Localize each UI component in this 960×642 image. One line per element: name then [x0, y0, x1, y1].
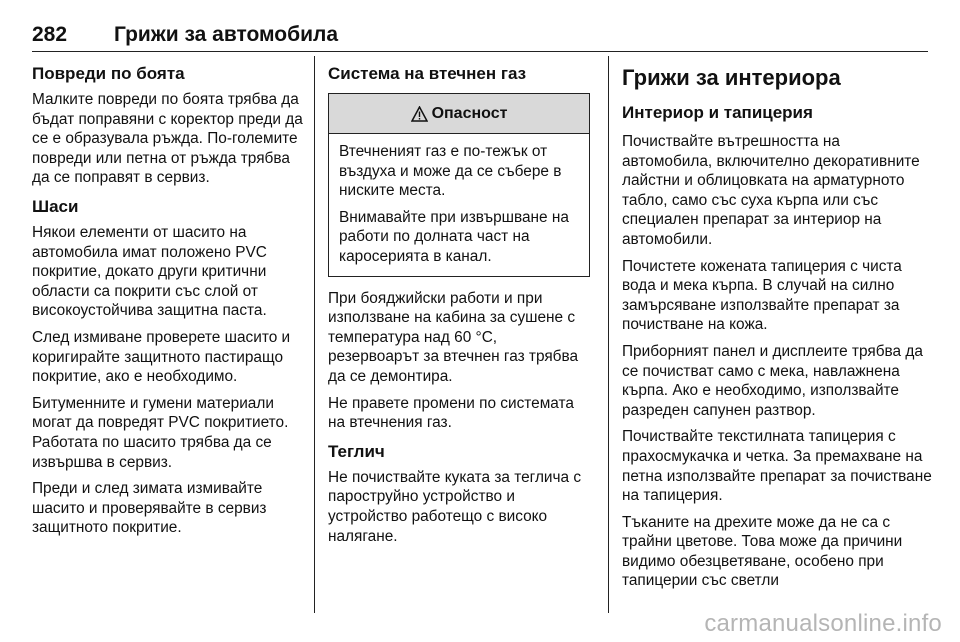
- heading-chassis: Шаси: [32, 196, 79, 216]
- column-divider: [608, 56, 609, 613]
- column-right: [622, 56, 932, 598]
- column-middle: [328, 56, 590, 553]
- paragraph: Някои елементи от шасито на автомобила имат положено PVC покритие, докато други критични области са покрити със слой от високоустойчива защитна паста.: [32, 223, 267, 320]
- paragraph: При бояджийски работи и при използване на кабина за сушене с температура над 60 °C, резервоарът за втечнен газ трябва да се демонтира.: [328, 289, 579, 385]
- heading-lpg-system: Система на втечнен газ: [328, 64, 527, 83]
- heading-interior-care: Грижи за интериора: [622, 65, 841, 90]
- danger-label: Опасност: [431, 104, 508, 122]
- paragraph: Не почиствайте куката за теглича с пароструйно устройство и устройство работещо с високо налягане.: [328, 468, 582, 545]
- heading-towbar: Теглич: [328, 441, 385, 461]
- danger-header: [329, 94, 589, 134]
- watermark: carmanualsonline.info: [704, 610, 942, 637]
- danger-body: [329, 134, 589, 276]
- paragraph: Не правете промени по системата на втечнения газ.: [328, 394, 574, 432]
- paragraph: Преди и след зимата измивайте шасито и проверявайте в сервиз защитното покритие.: [32, 480, 267, 537]
- column-divider: [314, 56, 315, 613]
- paragraph: Тъканите на дрехите може да не са с трайни цветове. Това може да причини видимо обезцветяване, особено при тапицерии със светли: [622, 513, 903, 590]
- warning-triangle-icon: [411, 106, 428, 122]
- paragraph: Битуменните и гумени материали могат да повредят PVC покритието. Работата по шасито трябва да се извършва в сервиз.: [32, 394, 289, 471]
- paragraph: Почиствайте вътрешността на автомобила, включително декоративните лайстни и облицовката на арматурното табло, само със суха кърпа или със специален препарат за интериор на автомобили.: [622, 133, 920, 248]
- chapter-title: Грижи за автомобила: [114, 23, 339, 46]
- paragraph: Малките повреди по боята трябва да бъдат поправяни с коректор преди да се е образувала ръжда. По-големите повреди или петна от ръжда трябва да се поправят в сервиз.: [32, 91, 303, 187]
- paragraph: Почиствайте текстилната тапицерия с прахосмукачка и четка. За премахване на петна използвайте препарат за почистване на тапицерия.: [622, 428, 932, 505]
- paragraph: Приборният панел и дисплеите трябва да се почистват само с мека, навлажнена кърпа. Ако е необходимо, използвайте разреден сапунен разтвор.: [622, 342, 923, 419]
- heading-paint-damage: Повреди по боята: [32, 64, 185, 83]
- paragraph: Внимавайте при извършване на работи по долната част на каросерията в канал.: [339, 208, 569, 265]
- column-left: [32, 56, 308, 545]
- heading-interior-upholstery: Интериор и тапицерия: [622, 103, 813, 122]
- paragraph: Втечненият газ е по-тежък от въздуха и може да се събере в ниските места.: [339, 143, 562, 200]
- danger-box: [328, 93, 590, 277]
- paragraph: Почистете кожената тапицерия с чиста вода и мека кърпа. В случай на силно замърсяване използвайте препарат за почистване на кожа.: [622, 257, 902, 334]
- paragraph: След измиване проверете шасито и коригирайте защитното пастиращо покритие, ако е необходимо.: [32, 328, 291, 386]
- page-header: [32, 20, 928, 52]
- page-number: 282: [32, 23, 68, 46]
